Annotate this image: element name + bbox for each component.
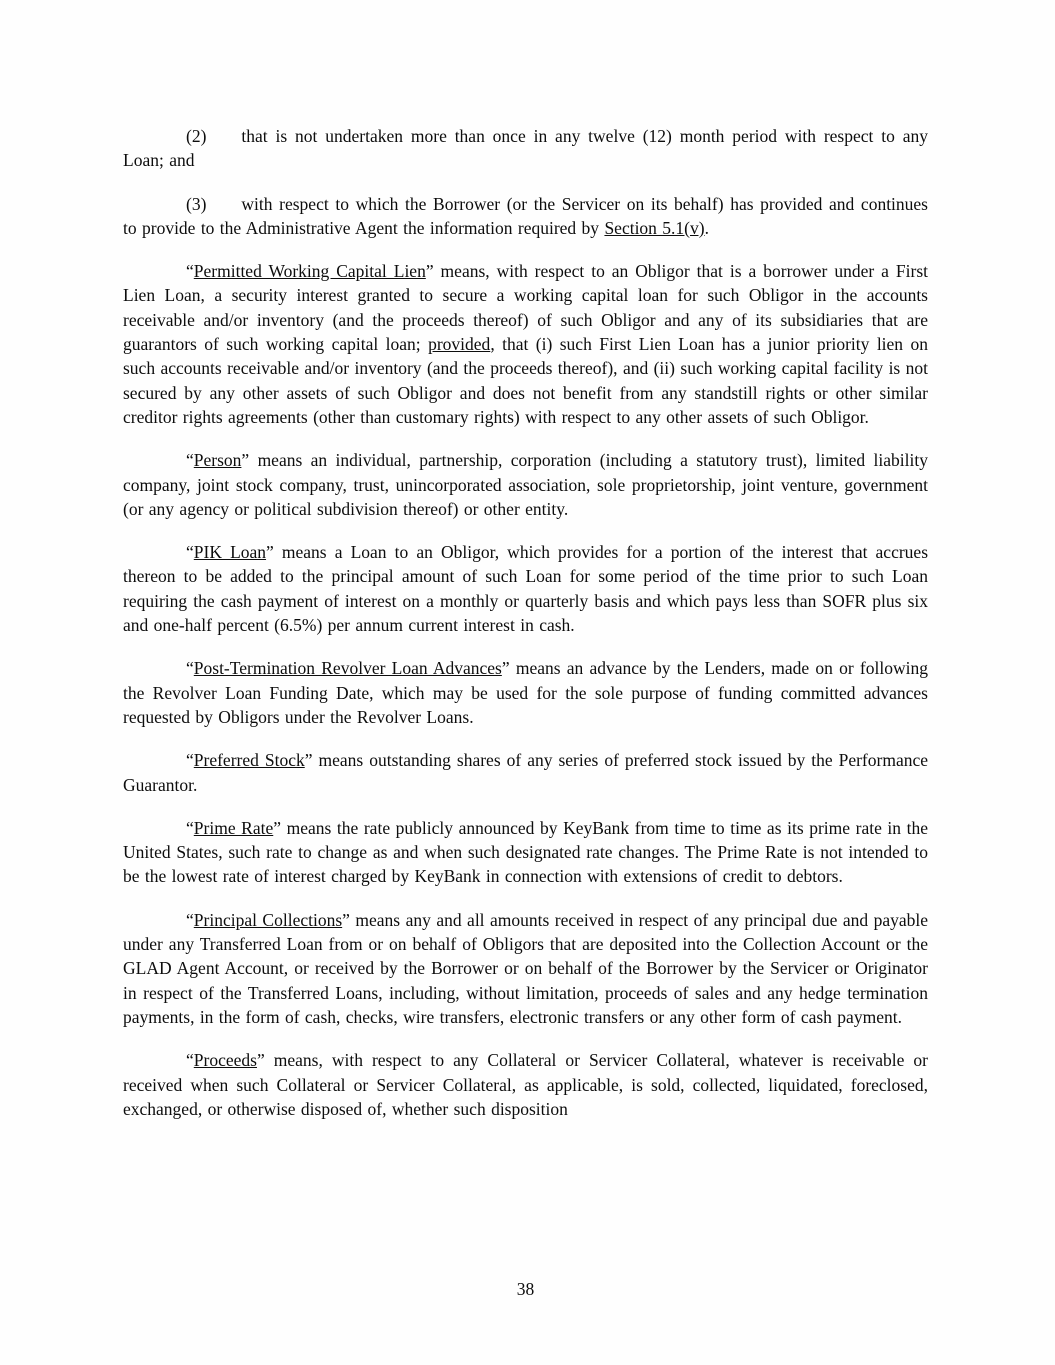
clause-number: (2) <box>186 126 207 146</box>
section-reference-link: Section 5.1(v) <box>604 217 705 238</box>
page-number: 38 <box>516 1279 535 1299</box>
defined-term: Proceeds <box>193 1050 257 1071</box>
defined-term: Prime Rate <box>193 817 274 838</box>
definition-text: ” means a Loan to an Obligor, which provides for a portion of the interest that accrues thereon to be added to the principal amount of such Loan for some period of the time prior to such Loan requiring the cash payment of interest on a monthly or quarterly basis and which pays less than SOFR plus six and one-half percent (6.5%) per annum current interest in cash. <box>123 542 929 636</box>
definition-text: ” means an advance by the Lenders, made on or following the Revolver Loan Funding Date, which may be used for the sole purpose of funding committed advances requested by Obligors under the Revolver Loans. <box>123 658 928 727</box>
definition-proceeds <box>123 1048 928 1121</box>
definition-text: ” means an individual, partnership, corporation (including a statutory trust), limited liability company, joint stock company, trust, unincorporated association, sole proprietorship, joint venture, government (or any agency or political subdivision thereof) or other entity. <box>123 450 928 519</box>
definition-person <box>123 448 928 521</box>
defined-term: Post-Termination Revolver Loan Advances <box>193 658 502 679</box>
proviso-term: provided <box>428 334 491 355</box>
open-quote: “ <box>186 1050 194 1071</box>
clause-text: that is not undertaken more than once in any twelve (12) month period with respect to any Loan; and <box>123 126 928 171</box>
defined-term: Permitted Working Capital Lien <box>193 261 426 282</box>
defined-term: Person <box>193 450 242 471</box>
definition-text: ” means outstanding shares of any series of preferred stock issued by the Performance Guarantor. <box>123 750 928 795</box>
definition-text: ” means any and all amounts received in respect of any principal due and payable under any Transferred Loan from or on behalf of Obligors that are deposited into the Collection Account or the GLAD Agent Account, or received by the Borrower or on behalf of the Borrower by the Servicer or Originator in respect of the Transferred Loans, including, without limitation, proceeds of sales and any hedge termination payments, in the form of cash, checks, wire transfers, electronic transfers or any other form of cash payment. <box>123 909 928 1027</box>
open-quote: “ <box>186 817 194 838</box>
defined-term: Principal Collections <box>193 909 343 930</box>
definition-permitted-working-capital-lien <box>123 259 928 429</box>
paragraph-clause-3 <box>123 192 928 241</box>
clause-text: with respect to which the Borrower (or the Servicer on its behalf) has provided and continues to provide to the Administrative Agent the information required by <box>123 193 928 238</box>
definition-prime-rate <box>123 816 928 889</box>
definition-text: ” means, with respect to an Obligor that is a borrower under a First Lien Loan, a security interest granted to secure a working capital loan for such Obligor in the accounts receivable and/or inventory (and the proceeds thereof) of such Obligor and any of its subsidiaries that are guarantors of such working capital loan; <box>123 261 928 355</box>
definition-text: ” means, with respect to any Collateral or Servicer Collateral, whatever is receivable or received when such Collateral or Servicer Collateral, as applicable, is sold, collected, liquidated, foreclosed, exchanged, or otherwise disposed of, whether such disposition <box>123 1050 928 1119</box>
open-quote: “ <box>186 909 194 930</box>
definition-pik-loan <box>123 540 928 637</box>
paragraph-clause-2 <box>123 124 928 173</box>
defined-term: PIK Loan <box>193 542 267 563</box>
document-content <box>123 124 928 1121</box>
clause-text: . <box>704 217 709 238</box>
open-quote: “ <box>186 542 194 563</box>
open-quote: “ <box>186 450 194 471</box>
definition-preferred-stock <box>123 748 928 797</box>
clause-number: (3) <box>186 193 207 214</box>
open-quote: “ <box>186 658 194 679</box>
definition-post-termination-revolver-loan-advances <box>123 656 928 729</box>
defined-term: Preferred Stock <box>193 750 305 771</box>
open-quote: “ <box>186 261 194 282</box>
definition-text: , that (i) such First Lien Loan has a junior priority lien on such accounts receivable and/or inventory (and the proceeds thereof), and (ii) such working capital facility is not secured by any other assets of such Obligor and does not benefit from any standstill rights or other similar creditor rights agreements (other than customary rights) with respect to any other assets of such Obligor. <box>123 334 928 427</box>
definition-text: ” means the rate publicly announced by KeyBank from time to time as its prime rate in the United States, such rate to change as and when such designated rate changes. The Prime Rate is not intended to be the lowest rate of interest charged by KeyBank in connection with extensions of credit to debtors. <box>123 817 929 887</box>
definition-principal-collections <box>123 908 928 1029</box>
open-quote: “ <box>186 750 194 771</box>
